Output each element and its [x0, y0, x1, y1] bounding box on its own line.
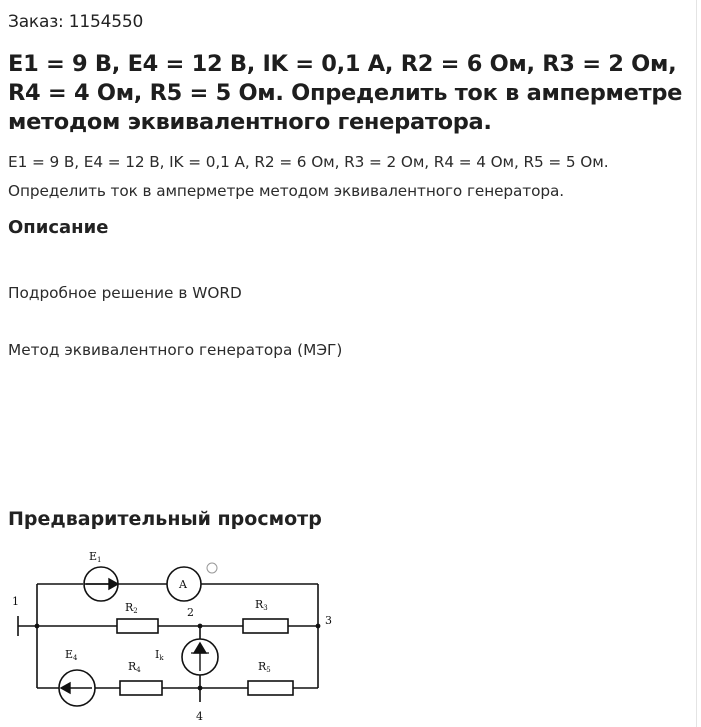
stamp-mark [207, 563, 217, 573]
node-3-dot [316, 624, 321, 629]
r2-label: R2 [125, 601, 138, 615]
e1-arrow-icon [109, 579, 118, 589]
node-4-dot [198, 686, 203, 691]
node-2-label: 2 [187, 606, 194, 619]
description-heading: Описание [8, 217, 109, 238]
ik-label: Ik [155, 648, 164, 662]
r3-resistor-icon [243, 619, 288, 633]
description-line-method: Метод эквивалентного генератора (МЭГ) [8, 341, 343, 359]
r3-label: R3 [255, 598, 268, 612]
r5-label: R5 [258, 660, 271, 674]
node-3-label: 3 [325, 614, 332, 627]
page-title: E1 = 9 В, E4 = 12 В, IK = 0,1 А, R2 = 6 Ом, R3 = 2 Ом, R4 = 4 Ом, R5 = 5 Ом. Определить ток в амперметре методом эквивалентного генератора. [8, 51, 683, 135]
node-1-dot [35, 624, 40, 629]
node-2-dot [198, 624, 203, 629]
ammeter-label: A [179, 578, 187, 591]
order-number: Заказ: 1154550 [8, 12, 144, 32]
r4-resistor-icon [120, 681, 162, 695]
e4-label: E4 [65, 648, 78, 662]
e1-label: E1 [89, 550, 102, 564]
circuit-diagram [0, 540, 360, 727]
r4-label: R4 [128, 660, 141, 674]
node-1-label: 1 [12, 595, 19, 608]
e4-arrow-icon [61, 683, 70, 693]
r5-resistor-icon [248, 681, 293, 695]
description-line-word: Подробное решение в WORD [8, 284, 242, 302]
r2-resistor-icon [117, 619, 158, 633]
ik-arrow-icon [194, 643, 206, 653]
preview-heading: Предварительный просмотр [8, 508, 322, 530]
node-4-label: 4 [196, 710, 203, 723]
task-text: E1 = 9 В, E4 = 12 В, IK = 0,1 А, R2 = 6 Ом, R3 = 2 Ом, R4 = 4 Ом, R5 = 5 Ом. Определить ток в амперметре методом эквивалентного генератора. [8, 153, 609, 200]
